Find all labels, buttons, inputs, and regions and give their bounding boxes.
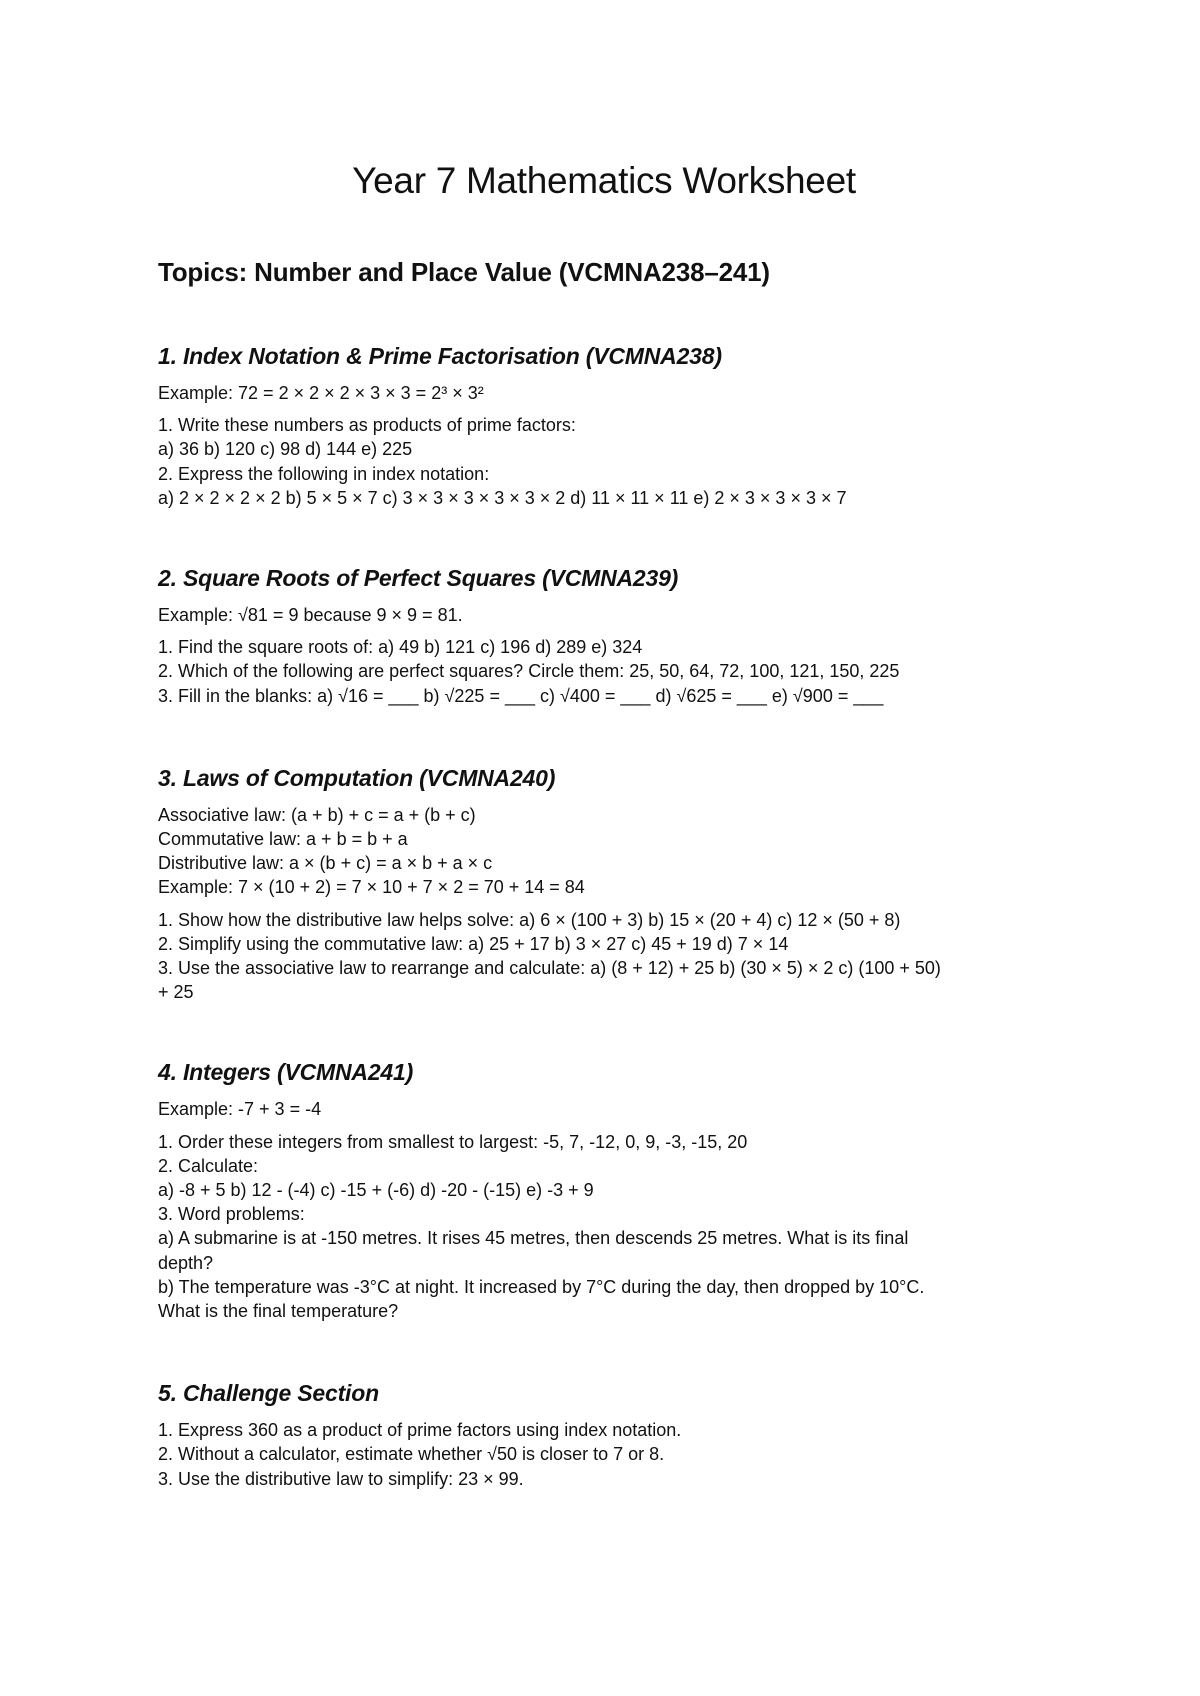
example-line: Example: 72 = 2 × 2 × 2 × 3 × 3 = 2³ × 3²: [158, 383, 484, 403]
section-integers: [158, 1057, 1050, 1323]
example-line: Example: √81 = 9 because 9 × 9 = 81.: [158, 605, 463, 626]
question-line: 2. Calculate:: [158, 1155, 259, 1176]
worksheet-title: Year 7 Mathematics Worksheet: [352, 160, 856, 201]
question-line: a) -8 + 5 b) 12 - (-4) c) -15 + (-6) d) -20 - (-15) e) -3 + 9: [158, 1180, 594, 1201]
question-list: [158, 1418, 1050, 1491]
question-line: a) A submarine is at -150 metres. It rises 45 metres, then descends 25 metres. What is its final: [158, 1228, 909, 1249]
question-line: 3. Fill in the blanks: a) √16 = ___ b) √225 = ___ c) √400 = ___ d) √625 = ___ e) √900 = ___: [158, 685, 884, 706]
law-line: Associative law: (a + b) + c = a + (b + c): [158, 804, 476, 825]
topics-heading: Topics: Number and Place Value (VCMNA238–241): [158, 257, 770, 287]
question-line: 2. Express the following in index notation:: [158, 463, 490, 484]
section-heading: 2. Square Roots of Perfect Squares (VCMNA239): [158, 565, 679, 592]
question-line: b) The temperature was -3°C at night. It increased by 7°C during the day, then dropped by 10°C.: [158, 1276, 925, 1297]
section-intro: [158, 1097, 1050, 1121]
question-line: 3. Use the distributive law to simplify: 23 × 99.: [158, 1468, 524, 1489]
law-line: Distributive law: a × (b + c) = a × b + a × c: [158, 853, 493, 874]
question-list: [158, 413, 1050, 510]
question-list: [158, 908, 1050, 1005]
question-line: 1. Express 360 as a product of prime factors using index notation.: [158, 1420, 682, 1441]
example-line: Example: 7 × (10 + 2) = 7 × 10 + 7 × 2 = 70 + 14 = 84: [158, 877, 585, 898]
question-line: 1. Show how the distributive law helps solve: a) 6 × (100 + 3) b) 15 × (20 + 4) c) 12 × (50 + 8): [158, 909, 901, 930]
section-square-roots: [158, 563, 1050, 708]
question-line: + 25: [158, 982, 194, 1003]
section-intro: [158, 381, 1050, 405]
section-heading: 5. Challenge Section: [158, 1380, 379, 1407]
law-line: Commutative law: a + b = b + a: [158, 829, 408, 850]
section-heading: 1. Index Notation & Prime Factorisation (VCMNA238): [158, 343, 722, 369]
question-line: 1. Order these integers from smallest to largest: -5, 7, -12, 0, 9, -3, -15, 20: [158, 1131, 748, 1152]
example-line: Example: -7 + 3 = -4: [158, 1099, 322, 1120]
section-intro: [158, 603, 1050, 627]
question-line: What is the final temperature?: [158, 1301, 399, 1322]
question-line: depth?: [158, 1252, 214, 1273]
question-line: a) 36 b) 120 c) 98 d) 144 e) 225: [158, 439, 413, 460]
question-line: 2. Without a calculator, estimate whether √50 is closer to 7 or 8.: [158, 1444, 665, 1465]
question-list: [158, 1130, 1050, 1324]
question-line: 1. Write these numbers as products of prime factors:: [158, 415, 576, 436]
question-line: 1. Find the square roots of: a) 49 b) 121 c) 196 d) 289 e) 324: [158, 637, 643, 658]
section-challenge: [158, 1378, 1050, 1491]
question-line: 2. Simplify using the commutative law: a) 25 + 17 b) 3 × 27 c) 45 + 19 d) 7 × 14: [158, 933, 789, 954]
question-line: a) 2 × 2 × 2 × 2 b) 5 × 5 × 7 c) 3 × 3 × 3 × 3 × 3 × 2 d) 11 × 11 × 11 e) 2 × 3 × 3 × 3 × 7: [158, 487, 847, 508]
section-heading: 4. Integers (VCMNA241): [158, 1059, 414, 1086]
section-laws-of-computation: [158, 763, 1050, 1005]
section-index-notation: [158, 341, 1050, 510]
question-line: 3. Use the associative law to rearrange and calculate: a) (8 + 12) + 25 b) (30 × 5) × 2 c) (100 + 50): [158, 958, 941, 979]
question-line: 3. Word problems:: [158, 1204, 305, 1225]
section-heading: 3. Laws of Computation (VCMNA240): [158, 764, 556, 791]
question-line: 2. Which of the following are perfect squares? Circle them: 25, 50, 64, 72, 100, 121, 150, 225: [158, 661, 900, 682]
question-list: [158, 635, 1050, 708]
section-intro: [158, 803, 1050, 900]
